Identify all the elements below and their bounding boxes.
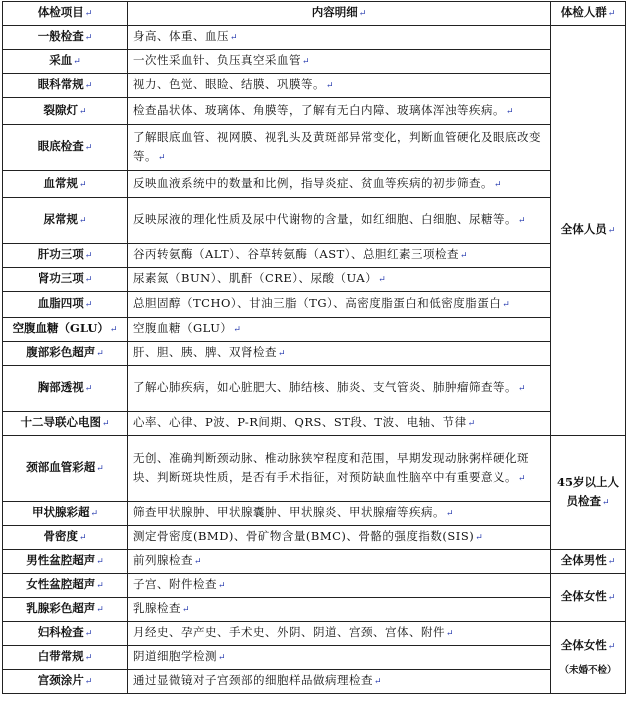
table-row (3, 646, 626, 670)
row-item: 裂隙灯↵ (3, 98, 128, 125)
row-item: 肾功三项↵ (3, 268, 128, 292)
row-item: 妇科检查↵ (3, 622, 128, 646)
table-row (3, 436, 626, 502)
row-item: 十二导联心电图↵ (3, 412, 128, 436)
row-content: 乳腺检查↵ (128, 598, 551, 622)
table-row (3, 198, 626, 244)
row-item: 白带常规↵ (3, 646, 128, 670)
row-content: 谷丙转氨酶（ALT）、谷草转氨酶（AST）、总胆红素三项检查↵ (128, 244, 551, 268)
table-row (3, 268, 626, 292)
row-item: 采血↵ (3, 50, 128, 74)
table-row (3, 412, 626, 436)
row-item: 乳腺彩色超声↵ (3, 598, 128, 622)
group-note: （未婚不检） (559, 664, 617, 676)
row-item: 甲状腺彩超↵ (3, 502, 128, 526)
table-row (3, 526, 626, 550)
table-row (3, 50, 626, 74)
group-women: 全体女性↵ (551, 574, 626, 622)
row-content: 视力、色觉、眼睑、结膜、巩膜等。↵ (128, 74, 551, 98)
header-content: 内容明细↵ (128, 2, 551, 26)
table-row (3, 98, 626, 125)
table-row (3, 171, 626, 198)
row-content: 空腹血糖（GLU）↵ (128, 318, 551, 342)
row-content: 子宫、附件检查↵ (128, 574, 551, 598)
row-content: 月经史、孕产史、手术史、外阴、阴道、宫颈、宫体、附件↵ (128, 622, 551, 646)
row-item: 宫颈涂片↵ (3, 670, 128, 694)
header-group: 体检人群↵ (551, 2, 626, 26)
row-item: 腹部彩色超声↵ (3, 342, 128, 366)
row-content: 尿素氮（BUN）、肌酐（CRE）、尿酸（UA）↵ (128, 268, 551, 292)
row-content: 肝、胆、胰、脾、双肾检查↵ (128, 342, 551, 366)
table-row (3, 550, 626, 574)
row-content: 筛查甲状腺肿、甲状腺囊肿、甲状腺炎、甲状腺瘤等疾病。↵ (128, 502, 551, 526)
row-content: 心率、心律、P波、P-R间期、QRS、ST段、T波、电轴、节律↵ (128, 412, 551, 436)
group-over45: 45岁以上人员检查↵ (551, 436, 626, 550)
table-row (3, 670, 626, 694)
row-item: 眼底检查↵ (3, 125, 128, 171)
row-item: 眼科常规↵ (3, 74, 128, 98)
row-content: 无创、准确判断颈动脉、椎动脉狭窄程度和范围，早期发现动脉粥样硬化斑块、判断斑块性质，是否有手术指征，对预防缺血性脑卒中有重要意义。↵ (128, 436, 551, 502)
row-item: 血脂四项↵ (3, 292, 128, 318)
table-row (3, 598, 626, 622)
table-row (3, 125, 626, 171)
row-content: 检查晶状体、玻璃体、角膜等，了解有无白内障、玻璃体浑浊等疾病。↵ (128, 98, 551, 125)
table-row (3, 502, 626, 526)
row-content: 反映血液系统中的数量和比例，指导炎症、贫血等疾病的初步筛查。↵ (128, 171, 551, 198)
table-row (3, 318, 626, 342)
row-item: 骨密度↵ (3, 526, 128, 550)
group-men: 全体男性↵ (551, 550, 626, 574)
row-content: 阴道细胞学检测↵ (128, 646, 551, 670)
group-all: 全体人员↵ (551, 26, 626, 436)
table-row (3, 342, 626, 366)
row-item: 一般检查↵ (3, 26, 128, 50)
row-content: 一次性采血针、负压真空采血管↵ (128, 50, 551, 74)
table-row (3, 366, 626, 412)
table-row (3, 74, 626, 98)
row-content: 通过显微镜对子宫颈部的细胞样品做病理检查↵ (128, 670, 551, 694)
table-row (3, 244, 626, 268)
row-item: 尿常规↵ (3, 198, 128, 244)
header-row (3, 2, 626, 26)
table-row (3, 622, 626, 646)
row-item: 胸部透视↵ (3, 366, 128, 412)
row-content: 了解眼底血管、视网膜、视乳头及黄斑部异常变化，判断血管硬化及眼底改变等。↵ (128, 125, 551, 171)
row-item: 女性盆腔超声↵ (3, 574, 128, 598)
header-item: 体检项目↵ (3, 2, 128, 26)
row-item: 空腹血糖（GLU）↵ (3, 318, 128, 342)
row-item: 颈部血管彩超↵ (3, 436, 128, 502)
row-content: 前列腺检查↵ (128, 550, 551, 574)
exam-table (2, 1, 626, 694)
row-content: 了解心肺疾病，如心脏肥大、肺结核、肺炎、支气管炎、肺肿瘤筛查等。↵ (128, 366, 551, 412)
group-women-married: 全体女性↵ （未婚不检） (551, 622, 626, 694)
table-row (3, 574, 626, 598)
row-content: 总胆固醇（TCHO）、甘油三脂（TG）、高密度脂蛋白和低密度脂蛋白↵ (128, 292, 551, 318)
row-content: 身高、体重、血压↵ (128, 26, 551, 50)
row-content: 反映尿液的理化性质及尿中代谢物的含量，如红细胞、白细胞、尿糖等。↵ (128, 198, 551, 244)
row-content: 测定骨密度(BMD)、骨矿物含量(BMC)、骨骼的强度指数(SIS)↵ (128, 526, 551, 550)
table-row (3, 26, 626, 50)
row-item: 血常规↵ (3, 171, 128, 198)
table-row (3, 292, 626, 318)
row-item: 男性盆腔超声↵ (3, 550, 128, 574)
row-item: 肝功三项↵ (3, 244, 128, 268)
